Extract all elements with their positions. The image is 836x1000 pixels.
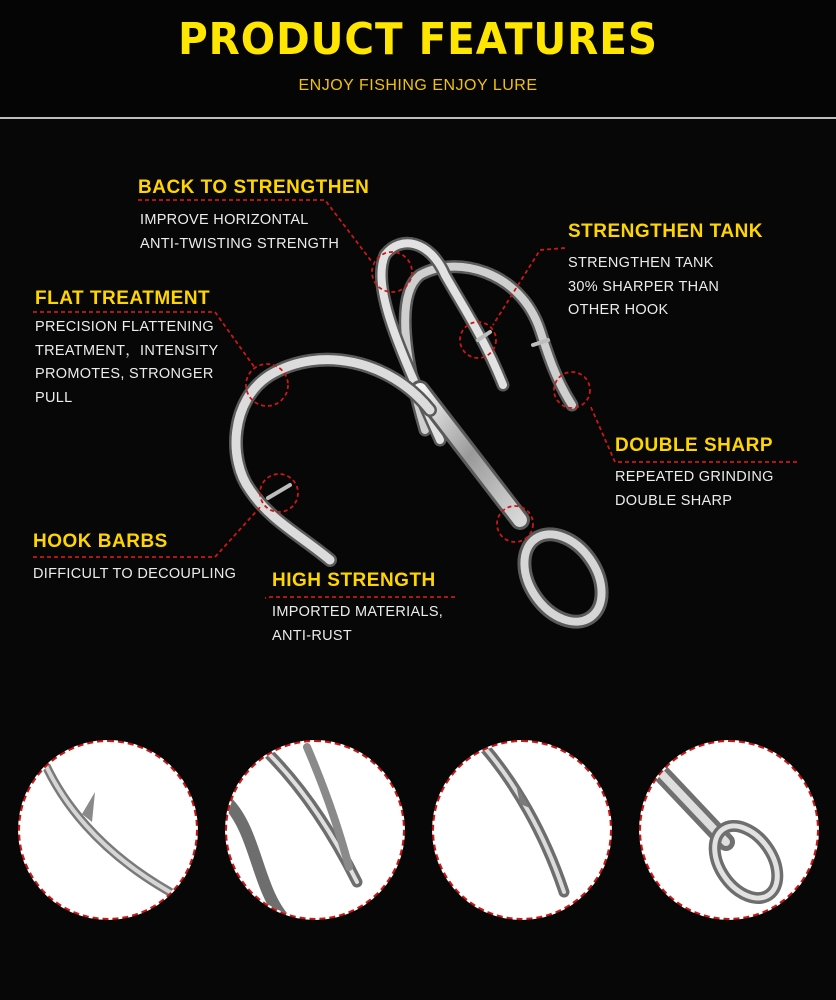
desc-line: PRECISION FLATTENING bbox=[35, 319, 214, 335]
desc-line: OTHER HOOK bbox=[568, 302, 669, 318]
feature-desc-back-to-strengthen bbox=[140, 209, 339, 256]
feature-title-strengthen-tank: STRENGTHEN TANK bbox=[568, 221, 764, 242]
feature-title-hook-barbs: HOOK BARBS bbox=[33, 531, 168, 552]
detail-circle-eye-loop bbox=[639, 740, 819, 920]
desc-line: PULL bbox=[35, 389, 73, 406]
feature-title-flat-treatment: FLAT TREATMENT bbox=[35, 288, 211, 309]
feature-desc-high-strength bbox=[272, 601, 443, 648]
desc-line: DOUBLE SHARP bbox=[615, 492, 733, 509]
feature-desc-hook-barbs bbox=[33, 563, 236, 587]
desc-line: PROMOTES, STRONGER bbox=[35, 366, 214, 382]
double-point-closeup-image bbox=[227, 742, 403, 918]
desc-line: ANTI-RUST bbox=[272, 627, 353, 644]
desc-line: STRENGTHEN TANK bbox=[568, 255, 714, 271]
feature-desc-double-sharp bbox=[615, 466, 774, 513]
desc-line: ANTI-TWISTING STRENGTH bbox=[140, 235, 340, 252]
detail-circle-sharp-point bbox=[432, 740, 612, 920]
hook-front-prong bbox=[236, 360, 430, 560]
detail-circle-barb bbox=[18, 740, 198, 920]
desc-line: IMPROVE HORIZONTAL bbox=[140, 212, 309, 228]
feature-title-back-to-strengthen: BACK TO STRENGTHEN bbox=[138, 177, 370, 198]
hook-eye bbox=[508, 520, 617, 636]
feature-desc-strengthen-tank bbox=[568, 252, 719, 323]
page-subtitle: ENJOY FISHING ENJOY LURE bbox=[298, 77, 538, 94]
feature-desc-flat-treatment bbox=[35, 316, 218, 410]
feature-title-double-sharp: DOUBLE SHARP bbox=[615, 435, 774, 456]
desc-line: 30% SHARPER THAN bbox=[568, 278, 720, 295]
desc-line: IMPORTED MATERIALS, bbox=[272, 604, 444, 620]
barb-closeup-image bbox=[20, 742, 196, 918]
detail-circle-double-point bbox=[225, 740, 405, 920]
eye-loop-closeup-image bbox=[641, 742, 817, 918]
feature-title-high-strength: HIGH STRENGTH bbox=[272, 570, 436, 591]
desc-line: DIFFICULT TO DECOUPLING bbox=[33, 566, 237, 582]
page-title: PRODUCT FEATURES bbox=[178, 14, 658, 65]
sharp-point-closeup-image bbox=[434, 742, 610, 918]
desc-line: TREATMENT，INTENSITY bbox=[35, 342, 219, 359]
desc-line: REPEATED GRINDING bbox=[615, 469, 774, 485]
